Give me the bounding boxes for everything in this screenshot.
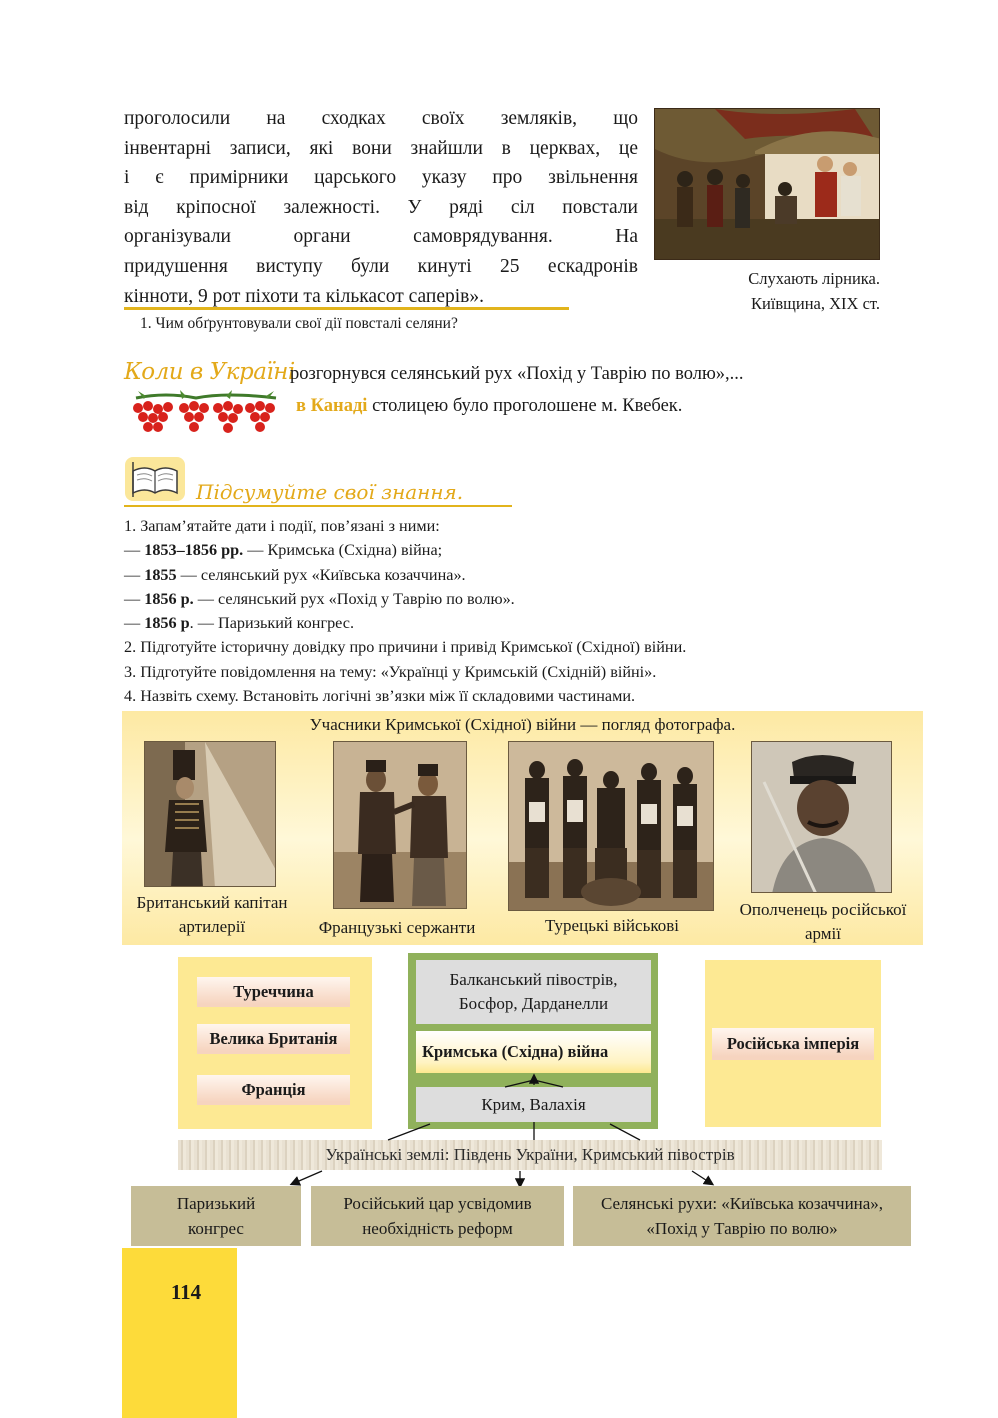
result-peasant-movements — [573, 1186, 911, 1246]
result-line: «Похід у Таврію по волю» — [646, 1219, 838, 1238]
caption-line: Слухають лірника. — [748, 269, 880, 288]
summary-item-1: 1. Запам’ятайте дати і події, пов’язані з ними: — [124, 517, 440, 535]
summary-item-2: 2. Підготуйте історичну довідку про причини і привід Кримської (Східної) війни. — [124, 638, 687, 657]
dash: — — [124, 541, 145, 560]
intro-line: проголосили на сходках своїх земляків, що — [124, 108, 638, 129]
result-line: Російський цар усвідомив — [343, 1194, 532, 1213]
result-line: Паризький — [176, 1194, 256, 1213]
intro-line: організували органи самоврядування. На — [124, 226, 638, 248]
result-line: Селянські рухи: «Київська козаччина», — [600, 1194, 884, 1213]
page-tab — [122, 1248, 237, 1418]
result-reforms — [311, 1186, 564, 1246]
koly-line-ukraine: розгорнувся селянський рух «Похід у Таврію по волю»,... — [290, 364, 744, 384]
date: 1853–1856 рр. — [144, 541, 244, 560]
date: 1855 — [144, 565, 177, 584]
event: — селянський рух «Київська козаччина». — [176, 565, 466, 584]
french-caption: Французькі сержанти — [318, 918, 476, 937]
region-line: Балканський півострів, — [449, 970, 618, 989]
canada-text: столицею було проголошене м. Квебек. — [367, 396, 683, 416]
result-paris-congress — [131, 1186, 301, 1246]
caption-line: артилерії — [178, 917, 246, 936]
result-line: необхідність реформ — [362, 1219, 513, 1238]
date: 1856 р — [144, 614, 190, 633]
intro-line: від кріпосної залежності. У ряді сіл повстали — [124, 196, 638, 218]
intro-line: придушення виступу були кинуті 25 ескадронів — [124, 255, 638, 277]
event: — селянський рух «Похід у Таврію по волю». — [193, 589, 515, 608]
summary-heading: Підсумуйте свої знання. — [196, 480, 464, 504]
crimea-box: Крим, Валахія — [416, 1087, 651, 1122]
ally-france: Франція — [197, 1075, 350, 1105]
caption-line: Ополченець російської — [739, 900, 907, 919]
event: — Кримська (Східна) війна; — [243, 541, 443, 560]
intro-line: кінноти, 9 рот піхоти та кількасот саперів». — [124, 285, 484, 307]
caption-line: Британський капітан — [136, 893, 288, 912]
war-title-box: Кримська (Східна) війна — [416, 1031, 651, 1073]
date: 1856 р. — [144, 589, 194, 608]
page-number: 114 — [170, 1280, 202, 1304]
turkish-caption: Турецькі військові — [545, 916, 679, 935]
intro-line: і є примірники царського указу про звільнення — [124, 167, 638, 189]
russian-empire-label: Російська імперія — [712, 1028, 874, 1060]
ukrainian-lands-strip: Українські землі: Південь України, Кримський півострів — [178, 1140, 882, 1170]
canada-highlight: в Канаді — [296, 396, 368, 416]
ally-turkey: Туреччина — [197, 977, 350, 1007]
dash: — — [124, 589, 145, 608]
event: . — Паризький конгрес. — [189, 614, 354, 633]
summary-item-3: 3. Підготуйте повідомлення на тему: «Українці у Кримській (Східній) війні». — [124, 662, 657, 681]
koly-heading: Коли в Україні — [124, 359, 295, 385]
result-line: конгрес — [188, 1219, 244, 1238]
caption-line: Київщина, XIX ст. — [750, 294, 880, 313]
region-line: Босфор, Дарданелли — [458, 994, 609, 1013]
review-question: 1. Чим обґрунтовували свої дії повсталі селяни? — [140, 315, 458, 332]
summary-item-4: 4. Назвіть схему. Встановіть логічні зв’язки між її складовими частинами. — [124, 687, 636, 706]
ally-britain: Велика Британія — [197, 1024, 350, 1054]
dash: — — [124, 565, 145, 584]
dash: — — [124, 614, 145, 633]
photo-panel-title: Учасники Кримської (Східної) війни — погляд фотографа. — [309, 715, 736, 734]
intro-line: інвентарні записи, які вони знайшли в церквах, це — [124, 137, 638, 159]
caption-line: армії — [805, 924, 841, 943]
